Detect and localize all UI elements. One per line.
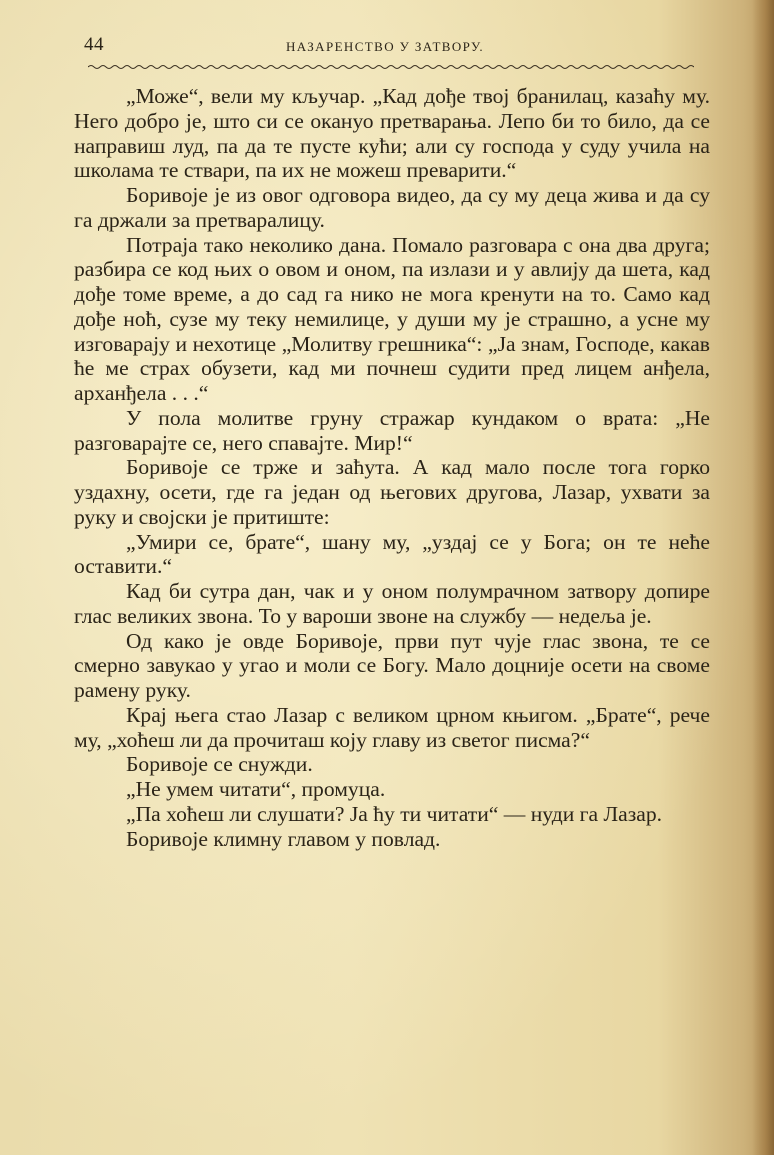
paragraph: Боривоје се трже и заћута. А кад мало после тога горко уздахну, осети, где га један од његових другова, Лазар, ухвати за руку и својски је притиште: [74, 455, 710, 529]
paragraph: Боривоје се снужди. [126, 752, 313, 777]
paragraph: Потраја тако неколико дана. Помало разговара с она два друга; разбира се код њих о овом и оном, па излази и у авлију да шета, кад дође томе време, а до сад га нико не мога кренути на то. Само кад дође ноћ, сузе му теку немилице, у души му је страшно, а усне му изговарају и нехотице „Молитву грешника“: „Ја знам, Господе, какав ће ме страх обузети, кад ми почнеш судити пред лицем анђела, арханђела . . .“ [74, 232, 710, 405]
paragraph: Боривоје је из овог одговора видео, да су му деца жива и да су га држали за претваралицу. [74, 183, 710, 232]
running-title: НАЗАРЕНСТВО У ЗАТВОРУ. [286, 39, 485, 54]
page-header [84, 34, 696, 60]
paragraph: Од како је овде Боривоје, први пут чује глас звона, те се смерно завукао у угао и моли се Богу. Мало доцније осети на своме рамену руку. [74, 628, 710, 702]
paragraph: У пола молитве груну стражар кундаком о врата: „Не разговарајте се, него спавајте. Мир!“ [74, 405, 710, 455]
header-wavy-rule [88, 64, 694, 70]
paragraph: „Умири се, брате“, шану му, „уздај се у Бога; он те неће оставити.“ [74, 529, 710, 579]
paragraph: „Па хоћеш ли слушати? Ја ћу ти читати“ — нуди га Лазар. [126, 801, 663, 826]
paragraph: „Не умем читати“, промуца. [126, 777, 386, 801]
paragraph: „Може“, вели му кључар. „Кад дође твој бранилац, казаћу му. Него добро је, што си се окануо претварања. Лепо би то било, да се направиш луд, па да те пусте кући; али су господа у суду учила на школама те ствари, па их не можеш преварити.“ [74, 84, 710, 183]
paragraph: Кад би сутра дан, чак и у оном полумрачном затвору допире глас великих звона. То у вароши звоне на службу — недеља је. [74, 579, 710, 628]
paragraph: Боривоје климну главом у повлад. [126, 826, 441, 851]
page-number: 44 [84, 34, 104, 55]
body-text [74, 84, 710, 851]
page-edge-shadow [752, 0, 774, 1155]
paragraph: Крај њега стао Лазар с великом црном књигом. „Брате“, рече му, „хоћеш ли да прочиташ коју главу из светог писма?“ [74, 702, 710, 752]
